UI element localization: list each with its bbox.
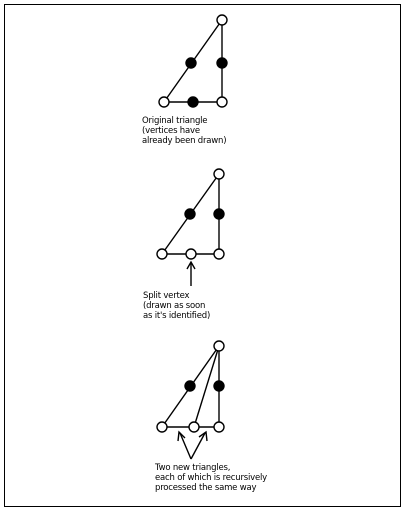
panel-2-caption-line-1: Split vertex (143, 291, 190, 301)
panel-2-caption-line-3: as it's identified) (143, 311, 211, 321)
panel-3-arrow-left-shaft (180, 433, 191, 459)
panel-1-caption (142, 116, 226, 146)
panel-3-midpoint-hypotenuse (185, 381, 195, 391)
panel-3-caption (155, 463, 267, 493)
panel-3-split-vertex (189, 422, 199, 432)
panel-3-arrow-right-shaft (191, 433, 205, 459)
panel-1-caption-line-1: Original triangle (142, 116, 208, 126)
panel-1-caption-line-3: already been drawn) (142, 136, 227, 146)
panel-2-triangle (157, 169, 224, 286)
panel-3-caption-line-3: processed the same way (155, 483, 257, 493)
panel-1-midpoint-base (188, 97, 198, 107)
panel-2-vertex-top (214, 169, 224, 179)
panel-2-midpoint-hypotenuse (185, 209, 195, 219)
panel-1-vertex-bottom-left (159, 97, 169, 107)
panel-1-vertex-bottom-right (217, 97, 227, 107)
panel-1-triangle (159, 15, 227, 107)
panel-1-midpoint-hypotenuse (186, 58, 196, 68)
panel-3-vertex-bottom-right (214, 422, 224, 432)
panel-2-midpoint-vertical (214, 209, 224, 219)
panel-3-vertex-bottom-left (157, 422, 167, 432)
panel-3-caption-line-2: each of which is recursively (155, 473, 267, 483)
panel-2-split-vertex (186, 249, 196, 259)
panel-1-vertex-top (217, 15, 227, 25)
panel-1-midpoint-vertical (217, 58, 227, 68)
panel-3-caption-line-1: Two new triangles, (155, 463, 231, 473)
panel-3-triangles (157, 341, 224, 459)
panel-2-vertex-bottom-right (214, 249, 224, 259)
panel-2-caption-line-2: (drawn as soon (143, 301, 206, 311)
panel-3-midpoint-vertical (214, 381, 224, 391)
panel-1-caption-line-2: (vertices have (142, 126, 200, 136)
panel-2-caption (143, 291, 210, 321)
panel-3-vertex-top (214, 341, 224, 351)
panel-2-vertex-bottom-left (157, 249, 167, 259)
